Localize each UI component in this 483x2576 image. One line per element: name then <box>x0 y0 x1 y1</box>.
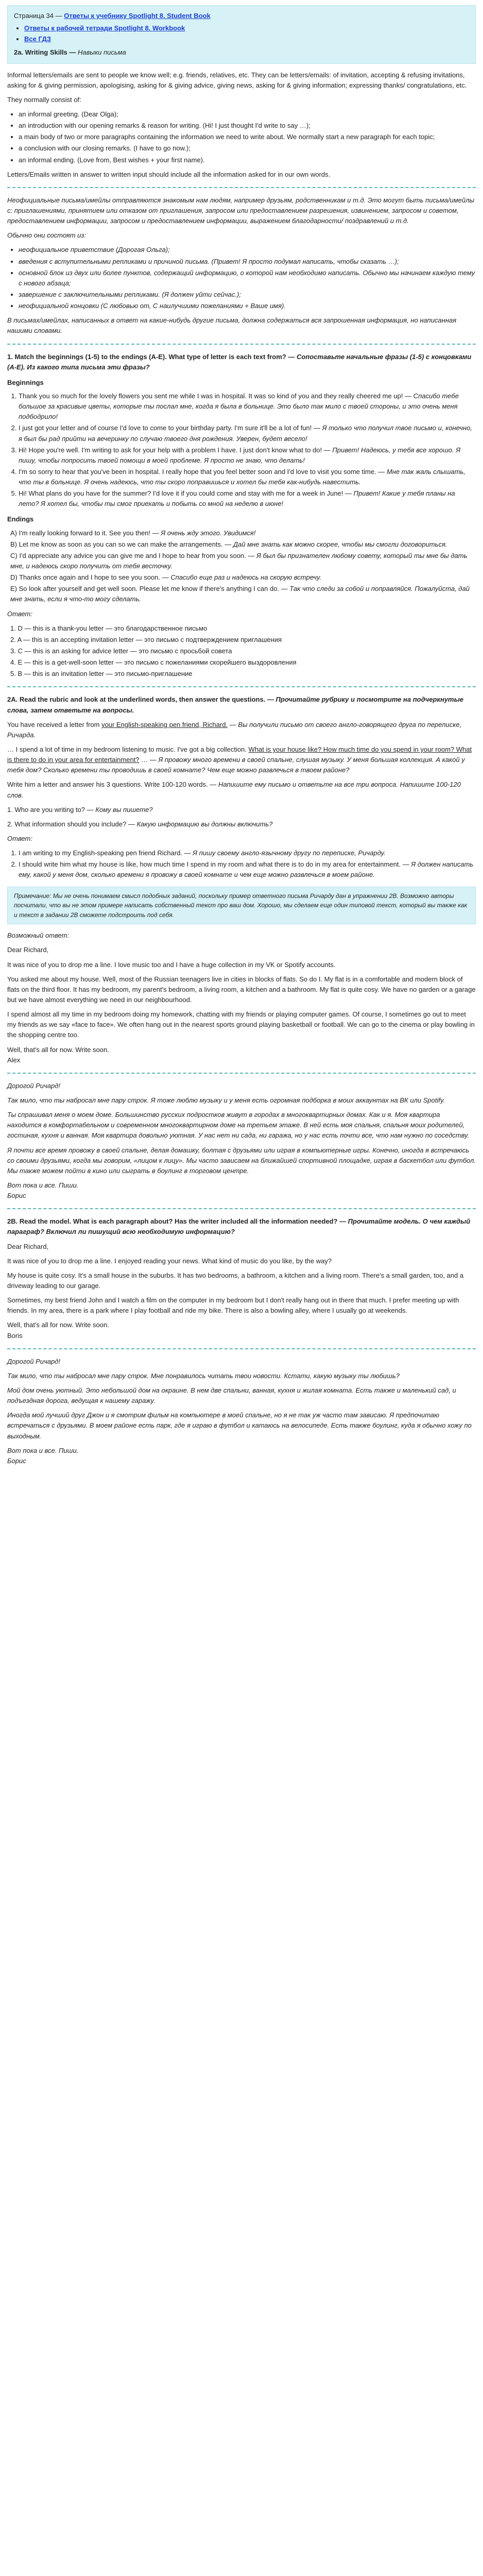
list-item: • завершение с заключительными репликами. (Я должен уйти сейчас.); <box>19 290 476 300</box>
letter-greeting: Dear Richard, <box>7 1242 49 1250</box>
letter-signature: Alex <box>7 1056 21 1064</box>
task-title-ru: — Прочитайте рубрику и посмотрите на подчеркнутые слова, затем ответьте на вопросы. <box>7 696 463 714</box>
instruction <box>7 779 476 800</box>
intro-paragraph: They normally consist of: <box>7 95 81 104</box>
list-item: • an informal greeting. (Dear Olga); <box>19 109 476 120</box>
ending-letter: A) <box>10 529 17 537</box>
divider <box>7 1073 476 1074</box>
ending-letter: C) <box>10 551 18 560</box>
letter-greeting: Dear Richard, <box>7 946 49 954</box>
ending-letter: B) <box>10 540 17 548</box>
section-name: 2a. Writing Skills — <box>14 48 76 57</box>
rubric <box>7 720 476 740</box>
instruction-en: Write him a letter and answer his 3 questions. Write 100-120 words. <box>7 781 208 789</box>
endings-list <box>7 528 476 605</box>
intro-paragraph-ru: В письмах/имейлах, написанных в ответ на какие-нибудь другие письма, должна содержаться вся запрошенная информация, но написанная нашими словами. <box>7 316 457 335</box>
letter-en <box>7 1242 476 1341</box>
beginning-ru: — Привет! Какие у тебя планы на лето? Я хотел бы, чтобы ты смог приехать и побыть со мной на неделю в июне! <box>19 489 455 508</box>
beginning-ru: — Мне так жаль слышать, что ты в больнице. Я очень надеюсь, что ты скоро поправишься и хотел бы тебя как-нибудь навестить. <box>19 467 465 486</box>
list-item: • основной блок из двух или более пунктов, содержащий информацию, о которой нам необходимо написать. Обычно мы начинаем каждую тему с нового абзаца; <box>19 268 476 289</box>
letter-paragraph: Мой дом очень уютный. Это небольшой дом на окраине. В нем две спальни, ванная, кухня и жилая комната. Есть также и маленький сад, и подъездная дорога, ведущая к нашему гаражу. <box>7 1386 456 1405</box>
divider <box>7 187 476 188</box>
divider <box>7 1348 476 1349</box>
list-item <box>24 23 469 33</box>
task-title-en: 1. Match the beginnings (1-5) to the endings (A-E). What type of letter is each text from? <box>7 352 286 361</box>
answer-en: I am writing to my English-speaking pen friend Richard. <box>19 849 182 857</box>
ending-en: Thanks once again and I hope to see you soon. <box>19 573 161 582</box>
beginning-ru: — Я только что получил твое письмо и, конечно, я был бы рад прийти на вечеринку по случаю твоего дня рождения. Уверен, будет весело! <box>19 424 472 443</box>
ending-en: So look after yourself and get well soon. Please let me know if there's anything I can do. <box>19 585 280 593</box>
letter-signature: Борис <box>7 1456 26 1465</box>
answer-en: I should write him what my house is like, how much time I spend in my room and what there is to do in my area for entertainment. <box>19 860 401 869</box>
beginning-en: Hi! Hope you're well. I'm writing to ask for your help with a problem I have. I just don't know what to do! <box>19 446 322 454</box>
task-title-en: 2A. Read the rubric and look at the underlined words, then answer the questions. <box>7 696 266 704</box>
task1-title <box>7 352 476 372</box>
letter-paragraph: Так мило, что ты набросал мне пару строк. Я тоже люблю музыку и у меня есть огромная подборка в моих аккаунтах на ВК или Spotify. <box>7 1096 445 1105</box>
list-item: • неофициальной концовки (С любовью от, С наилучшими пожеланиями + Ваше имя). <box>19 301 476 311</box>
ending-ru: — Я очень жду этого. Увидимся! <box>152 529 256 537</box>
intro-paragraph: Letters/Emails written in answer to written input should include all the information asked for in our own words. <box>7 170 331 178</box>
divider <box>7 344 476 345</box>
letter-paragraph: Ты спрашивал меня о моем доме. Большинство русских подростков живут в городах в многоквартирных домах. Как и я. Моя квартира находится в комфортабельном и современном многоквартирном доме на третьем этаже. В ней есть моя спальня, спальня моих родителей, гостиная, кухня и ванная. Моя квартира довольно уютная. У нас нет ни сада, ни гаража, но у нас есть почти все, что нам нужно по соседству. <box>7 1111 470 1140</box>
list-item: • введения с вступительными репликами и причиной письма. (Привет! Я просто подумал написать, чтобы сказать …); <box>19 257 476 267</box>
beginning-ru: — Привет! Надеюсь, у тебя все хорошо. Я пишу, чтобы попросить твоей помощи в моей проблеме. Я просто не знаю, что делать! <box>19 446 461 464</box>
answer-label: Ответ: <box>7 835 32 842</box>
ending-ru: — Я был бы признателен любому совету, который ты мне бы дать мне, и надеюсь скоро получить от тебя весточку. <box>10 551 468 570</box>
list-item <box>19 467 476 487</box>
list-item <box>19 445 476 466</box>
letter-greeting: Дорогой Ричард! <box>7 1081 61 1090</box>
header-links <box>14 23 469 44</box>
list-item <box>19 391 476 422</box>
answers-2a <box>7 848 476 880</box>
list-item: • an informal ending. (Love from, Best wishes + your first name). <box>19 155 476 165</box>
letter-paragraph: It was nice of you to drop me a line. I enjoyed reading your news. What kind of music do you like, by the way? <box>7 1257 332 1265</box>
rubric-underlined: your English-speaking pen friend, Richard. <box>101 720 228 728</box>
workbook-link[interactable]: Ответы к рабочей тетради Spotlight 8. Workbook <box>24 24 185 32</box>
intro-paragraph-ru: Обычно они состоят из: <box>7 231 87 240</box>
quote-text: … <box>139 756 148 764</box>
list-item <box>10 572 476 583</box>
section-title <box>14 47 469 58</box>
answers-list <box>7 623 476 680</box>
possible-answer-label: Возможный ответ: <box>7 931 70 940</box>
answer-ru: — Я должен написать ему, какой у меня дом, сколько времени я провожу в своей комнате и чем еще можно развлечься в моем районе. <box>19 860 474 879</box>
quote <box>7 744 476 775</box>
beginning-en: I just got your letter and of course I'd love to come to your birthday party. I'm sure it'll be a lot of fun! <box>19 424 312 432</box>
question-en: 1. Who are you writing to? <box>7 805 85 814</box>
question-1 <box>7 805 476 815</box>
letter-paragraph: It was nice of you to drop me a line. I love music too and I have a huge collection in my VK or Spotify accounts. <box>7 960 336 969</box>
intro-paragraph: Informal letters/emails are sent to people we know well; e.g. friends, relatives, etc. They can be letters/emails: of invitation, accepting & refusing invitations, asking for & giving permission, apologising, asking for & giving advice, giving news, asking for & giving information; expressing thanks/ congratulations, etc. <box>7 71 467 89</box>
task2b-title <box>7 1216 476 1237</box>
intro-paragraph-ru: Неофициальные письма/имейлы отправляются знакомым нам людям, например друзьям, родственникам и т.д. Это могут быть письма/имейлы с: приглашениями, принятием или отказом от приглашения, запросом или предоставлением разрешения, извинением, запросом и советом, предоставлением информации, запросом и предоставлением информации, выражением благодарности/ поздравлений и т.д. <box>7 196 475 225</box>
letter-ru <box>7 1081 476 1201</box>
beginning-ru: — Спасибо тебе большое за красивые цветы, которые ты послал мне, когда я была в больнице. Это было так мило с твоей стороны, и это очень меня подбодрило! <box>19 392 459 421</box>
page-heading <box>14 11 469 21</box>
ending-en: Let me know as soon as you can so we can make the arrangements. <box>19 540 223 548</box>
task-title-ru: — Прочитайте модель. О чем каждый параграф? Включил ли пишущий всю необходимую информацию? <box>7 1217 471 1236</box>
list-item: 4. E — this is a get-well-soon letter — это письмо с пожеланиями скорейшего выздоровления <box>10 658 297 667</box>
page-label: Страница 34 — <box>14 12 62 20</box>
ending-en: I'd appreciate any advice you can give me and I hope to hear from you soon. <box>19 551 246 560</box>
beginnings-heading: Beginnings <box>7 378 44 386</box>
list-item: • a main body of two or more paragraphs containing the information we need to write about. We normally start a new paragraph for each topic; <box>19 132 476 142</box>
letter-closing: Well, that's all for now. Write soon. <box>7 1321 109 1329</box>
letter-greeting: Дорогой Ричард! <box>7 1357 61 1365</box>
letter-paragraph: Иногда мой лучший друг Джон и я смотрим фильм на компьютере в моей спальне, но я не так уж часто там зависаю. Я предпочитаю встречаться с друзьями. В моем районе есть парк, где я играю в футбол и катаюсь на велосипеде. Есть также боулинг, куда я обычно хожу по выходным. <box>7 1411 472 1440</box>
letter-paragraph: Я почти все время провожу в своей спальне, делая домашку, болтая с друзьями или играя в компьютерные игры. Конечно, иногда я встречаюсь со своими друзьями, когда мы говорим, «лицом к лицу». Мы часто зависаем на ближайшей спортивной площадке, играя в баскетбол или футбол. Мы также можем пойти в кино или сыграть в боулинг в торговом центре. <box>7 1146 476 1175</box>
list-item <box>10 584 476 604</box>
list-item <box>24 34 469 44</box>
ending-letter: D) <box>10 573 18 582</box>
note-box: Примечание: Мы не очень понимаем смысл подобных заданий, поскольку пример ответного письма Ричарду дан в упражнении 2B. Возможно авторы посчитали, что вы не этом примере написать собственный текст про ваш дом. Хорошо, мы сделаем еще один типовой текст, который вы также как и текст в задании 2B сможете подстроить под себя. <box>7 887 476 925</box>
task-title-ru: — Сопоставьте начальные фразы (1-5) с концовками (A-E). Из какого типа письма эти фразы? <box>7 352 472 371</box>
rubric-text: You have received a letter from <box>7 720 102 728</box>
quote-underlined: What is your house like? How much time do you spend in your room? What is there to do in your area for entertainment? <box>7 745 472 764</box>
list-item <box>19 423 476 444</box>
list-item <box>10 539 476 550</box>
letter-paragraph: My house is quite cosy. It's a small house in the suburbs. It has two bedrooms, a bathroom, a kitchen and a living room. There's a small garden, too, and a driveway leading to our garage. <box>7 1271 464 1290</box>
task-title-en: 2B. Read the model. What is each paragraph about? Has the writer included all the information needed? <box>7 1217 338 1226</box>
letter-ru <box>7 1357 476 1466</box>
letter-paragraph: Так мило, что ты набросал мне пару строк. Мне понравилось читать твои новости. Кстати, какую музыку ты любишь? <box>7 1371 400 1380</box>
intro-list <box>7 109 476 165</box>
letter-en <box>7 945 476 1065</box>
ending-ru: — Спасибо еще раз и надеюсь на скорую встречу. <box>162 573 322 582</box>
rubric-ru: — Вы получили письмо от своего англо-говорящего друга по переписке, Ричарда. <box>7 720 462 739</box>
letter-closing: Well, that's all for now. Write soon. <box>7 1045 109 1054</box>
quote-ru: — Я провожу много времени в своей спальне, слушая музыку. У меня большая коллекция. А какой у тебя дом? Сколько времени ты проводишь в своей комнате? Чем еще можно развлечься в твоем районе? <box>7 756 465 774</box>
divider <box>7 1208 476 1209</box>
instruction-ru: — Напишите ему письмо и ответьте на все три вопроса. Напишите 100-120 слов. <box>7 781 461 799</box>
list-item: • неофициальное приветствие (Дорогая Ольга); <box>19 245 476 255</box>
question-en: 2. What information should you include? <box>7 820 127 828</box>
list-item <box>19 859 476 880</box>
header-box <box>7 5 476 64</box>
list-item: 1. D — this is a thank-you letter — это благодарственное письмо <box>10 624 208 632</box>
letter-signature: Boris <box>7 1331 23 1340</box>
section-subtitle: Навыки письма <box>78 48 126 57</box>
list-item: • an introduction with our opening remarks & reason for writing. (Hi! I just thought I'd write to say …); <box>19 121 476 131</box>
list-item <box>10 528 476 538</box>
intro-list-ru <box>7 245 476 311</box>
list-item <box>10 551 476 571</box>
ending-letter: E) <box>10 585 17 593</box>
list-item: 5. B — this is an invitation letter — это письмо-приглашение <box>10 670 193 678</box>
question-ru: — Кому вы пишете? <box>87 805 153 814</box>
letter-paragraph: Sometimes, my best friend John and I watch a film on the computer in my bedroom but I don't really hang out in there that much. I prefer meeting up with friends. In my area, there is a park where I play football and ride my bike. There is also a bowling alley, where I usually go at weekends. <box>7 1296 459 1315</box>
letter-signature: Борис <box>7 1192 26 1200</box>
task2a-title <box>7 694 476 715</box>
answer-label: Ответ: <box>7 609 32 618</box>
quote-text: … I spend a lot of time in my bedroom listening to music. I've got a big collection. <box>7 745 249 754</box>
beginning-en: Hi! What plans do you have for the summer? I'd love it if you could come and stay with me for a week in June! <box>19 489 343 498</box>
divider <box>7 686 476 687</box>
list-item: • a conclusion with our closing remarks. (I have to go now.); <box>19 143 476 154</box>
all-gdz-link[interactable]: Все ГДЗ <box>24 35 51 43</box>
list-item <box>19 488 476 509</box>
ending-en: I'm really looking forward to it. See you then! <box>19 529 151 537</box>
letter-closing: Вот пока и все. Пиши. <box>7 1181 79 1190</box>
letter-paragraph: You asked me about my house. Well, most of the Russian teenagers live in cities in blocks of flats. So do I. My flat is in a comfortable and modern block of flats on the third floor. It has my bedroom, my parent's bedroom, a living room, a kitchen and a bathroom. My flat is quite cosy. We have no garden or a garage but we have almost everything we need in our neighbourhood. <box>7 975 476 1004</box>
list-item: 2. A — this is an accepting invitation letter — это письмо с подтверждением приглашения <box>10 635 282 643</box>
beginnings-list <box>7 391 476 510</box>
endings-heading: Endings <box>7 515 34 523</box>
beginning-en: I'm so sorry to hear that you've been in hospital. I really hope that you feel better soon and I'd love to visit you some time. <box>19 467 376 476</box>
letter-closing: Вот пока и все. Пиши. <box>7 1446 79 1454</box>
ending-ru: — Так что следи за собой и поправляйся. Пожалуйста, дай мне знать, если я что-то могу сделать. <box>10 585 470 603</box>
question-ru: — Какую информацию вы должны включить? <box>128 820 273 828</box>
beginning-en: Thank you so much for the lovely flowers you sent me while I was in hospital. It was so kind of you and they really cheered me up! <box>19 392 403 400</box>
letter-paragraph: I spend almost all my time in my bedroom doing my homework, chatting with my friends or playing computer games. Of course, I sometimes go out to meet my friends as we say «face to face». We often hang out in the nearest sports ground playing basketball or football. We can go to the cinema or play bowling in the shopping centre too. <box>7 1010 475 1039</box>
ending-ru: — Дай мне знать как можно скорее, чтобы мы смогли договориться. <box>225 540 447 548</box>
list-item: 3. C — this is an asking for advice letter — это письмо с просьбой совета <box>10 647 232 655</box>
answer-ru: — Я пишу своему англо-язычному другу по переписке, Ричарду. <box>184 849 386 857</box>
question-2 <box>7 819 476 829</box>
student-book-link[interactable]: Ответы к учебнику Spotlight 8. Student Book <box>64 12 211 20</box>
list-item <box>19 848 476 858</box>
